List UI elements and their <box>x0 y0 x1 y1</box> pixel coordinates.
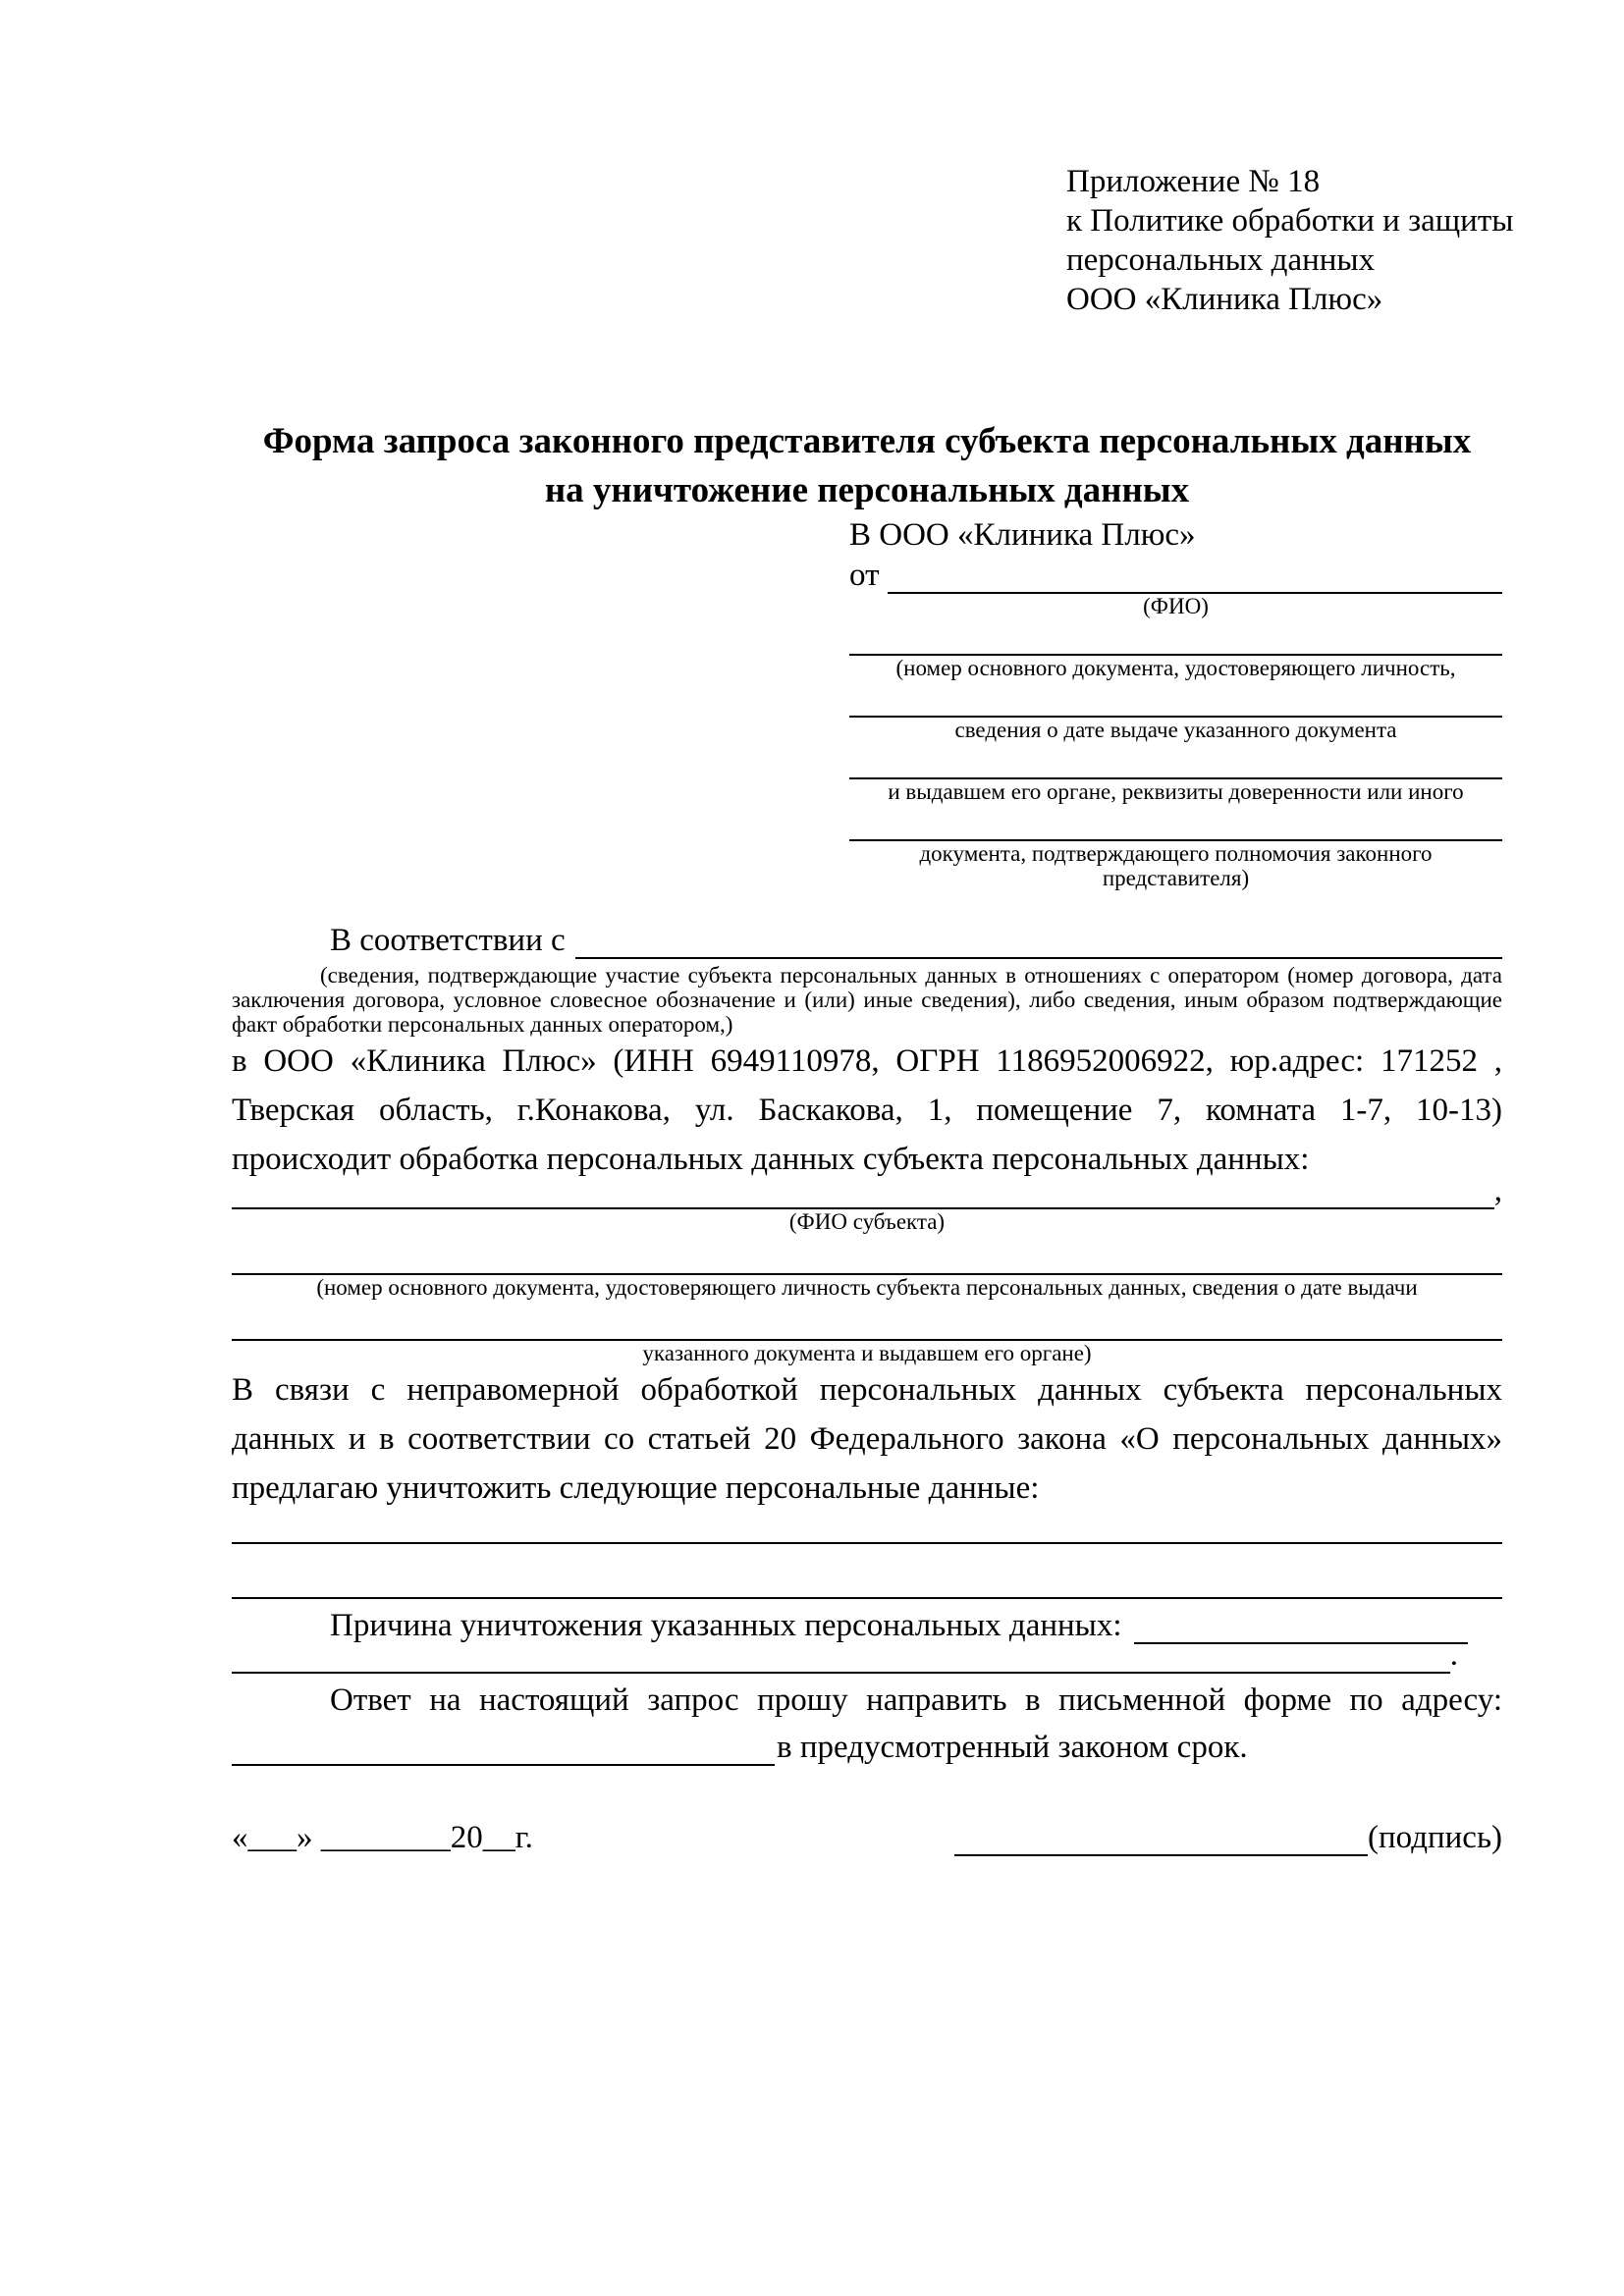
representative-doc-caption-1: (номер основного документа, удостоверяющего личность, <box>895 656 1456 680</box>
fio-caption: (ФИО) <box>1143 594 1209 618</box>
date-field[interactable]: «___» ________20__г. <box>232 1820 533 1855</box>
accordance-fineprint: (сведения, подтверждающие участие субъекта персональных данных в отношениях с оператором (номер договора, дата заключения договора, условное словесное обозначение и (или) иные сведения), либо сведения, иным образом подтверждающие факт обработки персональных данных оператором,) <box>232 963 1502 1037</box>
representative-doc-caption-3: и выдавшем его органе, реквизиты доверенности или иного <box>888 779 1464 804</box>
reason-label: Причина уничтожения указанных персональных данных: <box>330 1608 1122 1643</box>
reason-input-line-2[interactable] <box>232 1672 1450 1674</box>
header-line-3: персональных данных <box>1066 242 1376 278</box>
header-line-2: к Политике обработки и защиты <box>1066 203 1514 239</box>
form-title <box>232 417 1502 515</box>
form-title-line-1: Форма запроса законного представителя субъекта персональных данных <box>262 421 1472 461</box>
subject-doc-row-1 <box>232 1248 1502 1275</box>
reason-period: . <box>1449 1637 1458 1673</box>
data-to-destroy-input-line-1[interactable] <box>232 1542 1502 1544</box>
signature-input-line[interactable] <box>954 1821 1368 1856</box>
data-to-destroy-row-2 <box>232 1570 1502 1599</box>
signature-caption: (подпись) <box>1368 1820 1502 1855</box>
footer <box>232 1811 1502 1856</box>
from-row <box>849 555 1502 594</box>
address-input-line[interactable] <box>232 1764 775 1766</box>
representative-doc-input-line-2[interactable] <box>849 680 1502 718</box>
addressee-organization: В ООО «Клиника Плюс» <box>849 517 1196 553</box>
reason-row <box>232 1599 1468 1644</box>
representative-doc-caption-2: сведения о дате выдаче указанного документа <box>954 718 1397 742</box>
subject-fio-row <box>232 1173 1502 1209</box>
answer-address-row <box>232 1725 1502 1766</box>
operator-paragraph: в ООО «Клиника Плюс» (ИНН 6949110978, ОГРН 1186952006922, юр.адрес: 171252 , Тверская область, г.Конакова, ул. Баскакова, 1, помещение 7, комната 1-7, 10-13) происходит обработка персональных данных субъекта персональных данных: <box>232 1043 1502 1177</box>
subject-fio-caption: (ФИО субъекта) <box>788 1209 946 1234</box>
header-line-4: ООО «Клиника Плюс» <box>1066 282 1383 317</box>
header-line-1: Приложение № 18 <box>1066 164 1321 199</box>
addressee-block <box>849 515 1502 890</box>
representative-doc-input-line-1[interactable] <box>849 618 1502 656</box>
accordance-input-line[interactable] <box>575 957 1502 959</box>
accordance-lead: В соответствии с <box>330 923 566 958</box>
subject-doc-row-2 <box>232 1313 1502 1341</box>
subject-doc-caption-1: (номер основного документа, удостоверяющего личность субъекта персональных данных, сведения о дате выдачи <box>316 1275 1418 1300</box>
representative-doc-input-line-3[interactable] <box>849 742 1502 779</box>
form-title-line-2: на уничтожение персональных данных <box>544 470 1190 510</box>
answer-sentence: Ответ на настоящий запрос прошу направить в письменной форме по адресу: <box>330 1682 1502 1718</box>
answer-tail: в предусмотренный законом срок. <box>777 1730 1248 1765</box>
representative-doc-caption-4: документа, подтверждающего полномочия законного представителя) <box>919 841 1433 890</box>
accordance-row <box>232 916 1502 959</box>
signature-block <box>954 1820 1502 1856</box>
representative-doc-input-line-4[interactable] <box>849 804 1502 841</box>
from-label: от <box>849 558 880 593</box>
reason-row-2 <box>232 1637 1458 1674</box>
appendix-header <box>1066 162 1514 319</box>
demand-paragraph: В связи с неправомерной обработкой персональных данных субъекта персональных данных и в соответствии со статьей 20 Федерального закона «О персональных данных» предлагаю уничтожить следующие персональные данные: <box>232 1372 1502 1506</box>
subject-doc-caption-2: указанного документа и выдавшем его органе) <box>642 1341 1092 1365</box>
subject-fio-comma: , <box>1493 1173 1502 1208</box>
data-to-destroy-input-line-2[interactable] <box>232 1597 1502 1599</box>
data-to-destroy-row-1 <box>232 1515 1502 1544</box>
reason-input-line-1[interactable] <box>1134 1642 1468 1644</box>
